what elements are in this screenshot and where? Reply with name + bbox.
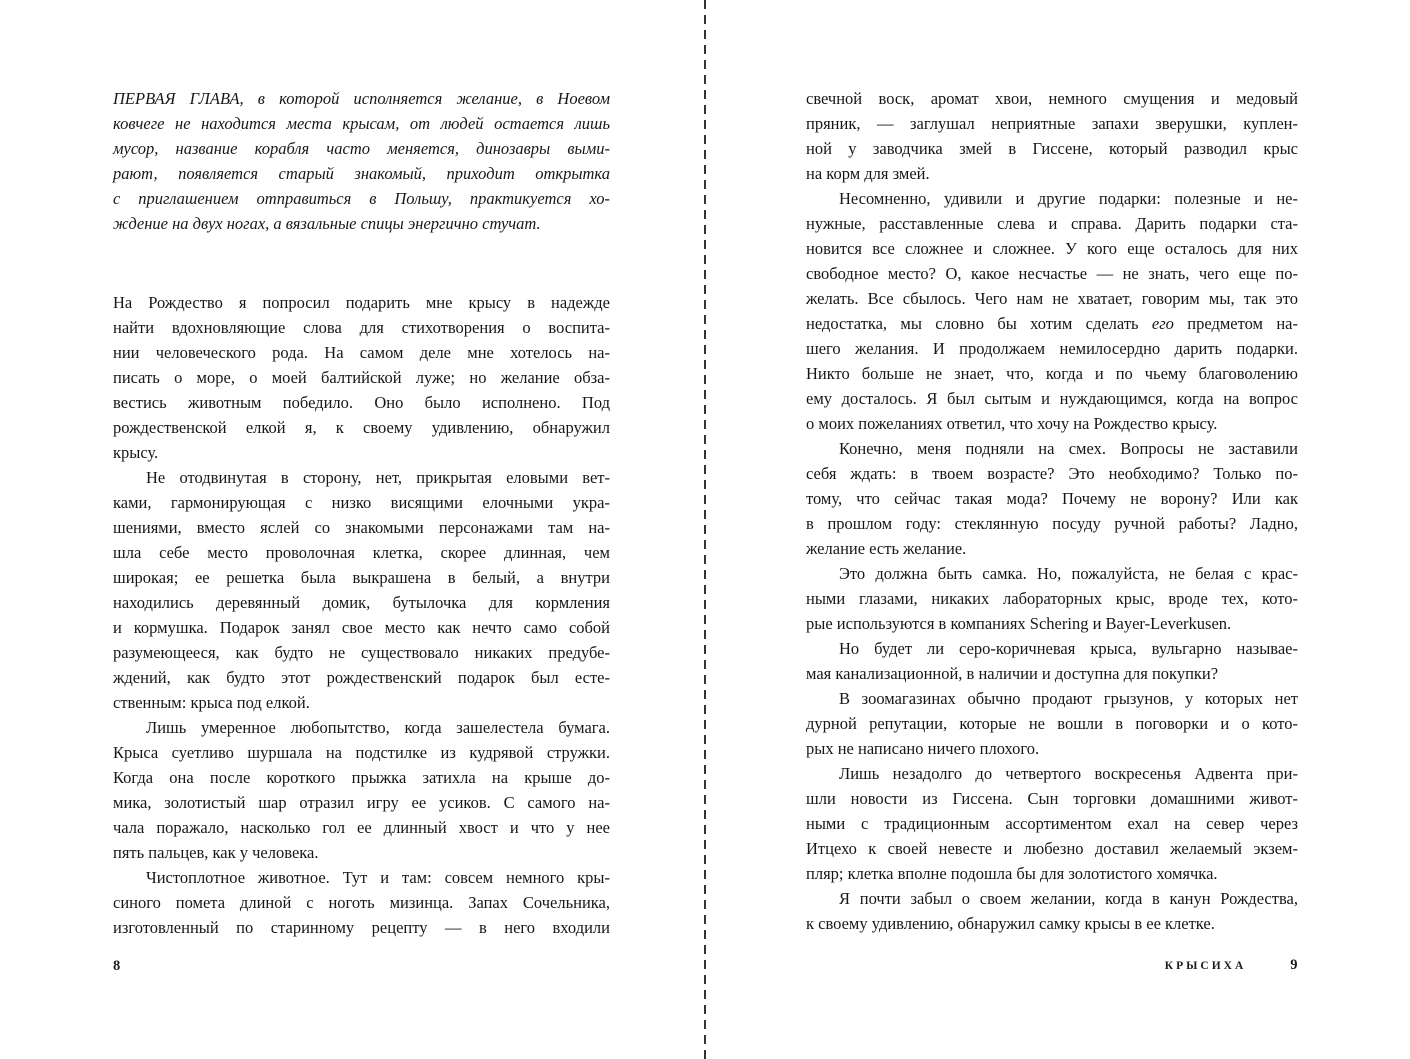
text-line: о моих пожеланиях ответил, что хочу на Рождество крысу. (806, 414, 1218, 433)
text-line: в прошлом году: стеклянную посуду ручной работы? Ладно, (806, 514, 1298, 533)
text-line: Не отодвинутая в сторону, нет, прикрытая еловыми вет- (146, 468, 610, 487)
text-line: себя ждать: в твоем возрасте? Это необходимо? Только по- (806, 464, 1298, 483)
text-line: вестись животным победило. Оно было исполнено. Под (113, 393, 610, 412)
text-line: ждение на двух ногах, а вязальные спицы энергично стучат. (113, 214, 541, 233)
text-line: чала поражало, насколько гол ее длинный хвост и что у нее (113, 818, 610, 837)
text-line: рают, появляется старый знакомый, приходит открытка (113, 164, 610, 183)
text-line: рые используются в компаниях Schering и Bayer-Leverkusen. (806, 614, 1232, 633)
text-line: В зоомагазинах обычно продают грызунов, у которых нет (839, 689, 1298, 708)
text-line: ему досталось. Я был сытым и нуждающимся, когда на вопрос (806, 389, 1298, 408)
text-line: Но будет ли серо-коричневая крыса, вульгарно называе- (839, 639, 1298, 658)
text-line: разумеющееся, как будто не существовало никаких предубе- (113, 643, 610, 662)
text-line: Я почти забыл о своем желании, когда в канун Рождества, (839, 889, 1298, 908)
text-line: пряник, — заглушал неприятные запахи зверушки, куплен- (806, 114, 1298, 133)
paragraph (113, 465, 610, 715)
text-line: Это должна быть самка. Но, пожалуйста, не белая с крас- (839, 564, 1298, 583)
text-line: синого помета длиной с ноготь мизинца. Запах Сочельника, (113, 893, 610, 912)
text-line: Лишь незадолго до четвертого воскресенья Адвента при- (839, 764, 1298, 783)
text-line: мусор, название корабля часто меняется, динозавры выми- (113, 139, 610, 158)
text-line: ными с традиционным ассортиментом ехал на север через (806, 814, 1298, 833)
text-line: дурной репутации, которые не вошли в поговорки и о кото- (806, 714, 1298, 733)
paragraph (806, 561, 1298, 636)
text-line: крысу. (113, 443, 159, 462)
text-line: Чистоплотное животное. Тут и там: совсем немного кры- (146, 868, 610, 887)
text-line: желание есть желание. (806, 539, 967, 558)
center-fold-dashed-line (704, 0, 706, 1059)
paragraph (113, 86, 610, 236)
paragraph (806, 186, 1298, 436)
text-line: ками, гармонирующая с низко висящими елочными укра- (113, 493, 610, 512)
text-line: Никто больше не знает, что, когда и по чьему благоволению (806, 364, 1298, 383)
text-line: к своему удивлению, обнаружил самку крысы в ее клетке. (806, 914, 1215, 933)
text-line: ПЕРВАЯ ГЛАВА, в которой исполняется желание, в Ноевом (113, 89, 610, 108)
text-line: ными глазами, никаких лабораторных крыс, вроде тех, кото- (806, 589, 1298, 608)
text-line: находились деревянный домик, бутылочка для кормления (113, 593, 610, 612)
text-line: шли новости из Гиссена. Сын торговки домашними живот- (806, 789, 1298, 808)
text-line: ной у заводчика змей в Гиссене, который разводил крыс (806, 139, 1298, 158)
page-right (806, 86, 1298, 936)
text-line: недостатка, мы словно бы хотим сделать его предметом на- (806, 314, 1298, 333)
text-line: желать. Все сбылось. Чего нам не хватает, говорим мы, так это (806, 289, 1298, 308)
page-left (113, 86, 610, 940)
text-line: тому, что сейчас такая мода? Почему не ворону? Или как (806, 489, 1298, 508)
paragraph (113, 865, 610, 940)
text-line: шего желания. И продолжаем немилосердно дарить подарки. (806, 339, 1298, 358)
text-line: шениями, вместо яслей со знакомыми персонажами там на- (113, 518, 610, 537)
paragraph (113, 715, 610, 865)
paragraph (113, 290, 610, 465)
paragraph (806, 686, 1298, 761)
text-line: изготовленный по старинному рецепту — в него входили (113, 918, 610, 937)
text-line: пляр; клетка вполне подошла бы для золотистого хомячка. (806, 864, 1218, 883)
footer-left (113, 957, 610, 975)
text-line: Когда она после короткого прыжка затихла на крыше до- (113, 768, 610, 787)
text-line: ждений, как будто этот рождественский подарок был есте- (113, 668, 610, 687)
text-line: Крыса суетливо шуршала на подстилке из кудрявой стружки. (113, 743, 610, 762)
paragraph (806, 761, 1298, 886)
paragraph (806, 436, 1298, 561)
text-line: пять пальцев, как у человека. (113, 843, 319, 862)
chapter-synopsis (113, 86, 610, 236)
text-line: Конечно, меня подняли на смех. Вопросы не заставили (839, 439, 1298, 458)
footer-right (806, 957, 1298, 974)
running-title: КРЫСИХА (1164, 960, 1247, 972)
paragraph (806, 886, 1298, 936)
text-line: На Рождество я попросил подарить мне крысу в надежде (113, 293, 610, 312)
text-line: рождественской елкой я, к своему удивлению, обнаружил (113, 418, 610, 437)
text-line: рых не написано ничего плохого. (806, 739, 1040, 758)
page-left-body (113, 290, 610, 940)
text-line: ковчеге не находится места крысам, от людей остается лишь (113, 114, 610, 133)
text-line: нужные, расставленные слева и справа. Дарить подарки ста- (806, 214, 1298, 233)
text-line: ственным: крыса под елкой. (113, 693, 310, 712)
text-line: широкая; ее решетка была выкрашена в белый, а внутри (113, 568, 610, 587)
text-line: мая канализационной, в наличии и доступна для покупки? (806, 664, 1219, 683)
text-line: нии человеческого рода. На самом деле мне хотелось на- (113, 343, 610, 362)
text-line: на корм для змей. (806, 164, 930, 183)
text-line: Несомненно, удивили и другие подарки: полезные и не- (839, 189, 1298, 208)
page-number-left: 8 (113, 958, 121, 974)
text-line: свободное место? О, какое несчастье — не знать, чего еще по- (806, 264, 1298, 283)
paragraph (806, 636, 1298, 686)
text-line: мика, золотистый шар отразил игру ее усиков. С самого на- (113, 793, 610, 812)
page-right-body (806, 86, 1298, 936)
text-line: писать о море, о моей балтийской луже; но желание обза- (113, 368, 610, 387)
text-line: новится все сложнее и сложнее. У кого еще осталось для них (806, 239, 1298, 258)
text-line: с приглашением отправиться в Польшу, практикуется хо- (113, 189, 610, 208)
page-number-right: 9 (1290, 957, 1298, 973)
text-line: Итцехо к своей невесте и любезно доставил желаемый экзем- (806, 839, 1298, 858)
text-line: свечной воск, аромат хвои, немного смущения и медовый (806, 89, 1298, 108)
paragraph (806, 86, 1298, 186)
text-line: шла себе место проволочная клетка, скорее длинная, чем (113, 543, 610, 562)
text-line: и кормушка. Подарок занял свое место как нечто само собой (113, 618, 610, 637)
text-line: Лишь умеренное любопытство, когда зашелестела бумага. (146, 718, 610, 737)
text-line: найти вдохновляющие слова для стихотворения о воспита- (113, 318, 610, 337)
